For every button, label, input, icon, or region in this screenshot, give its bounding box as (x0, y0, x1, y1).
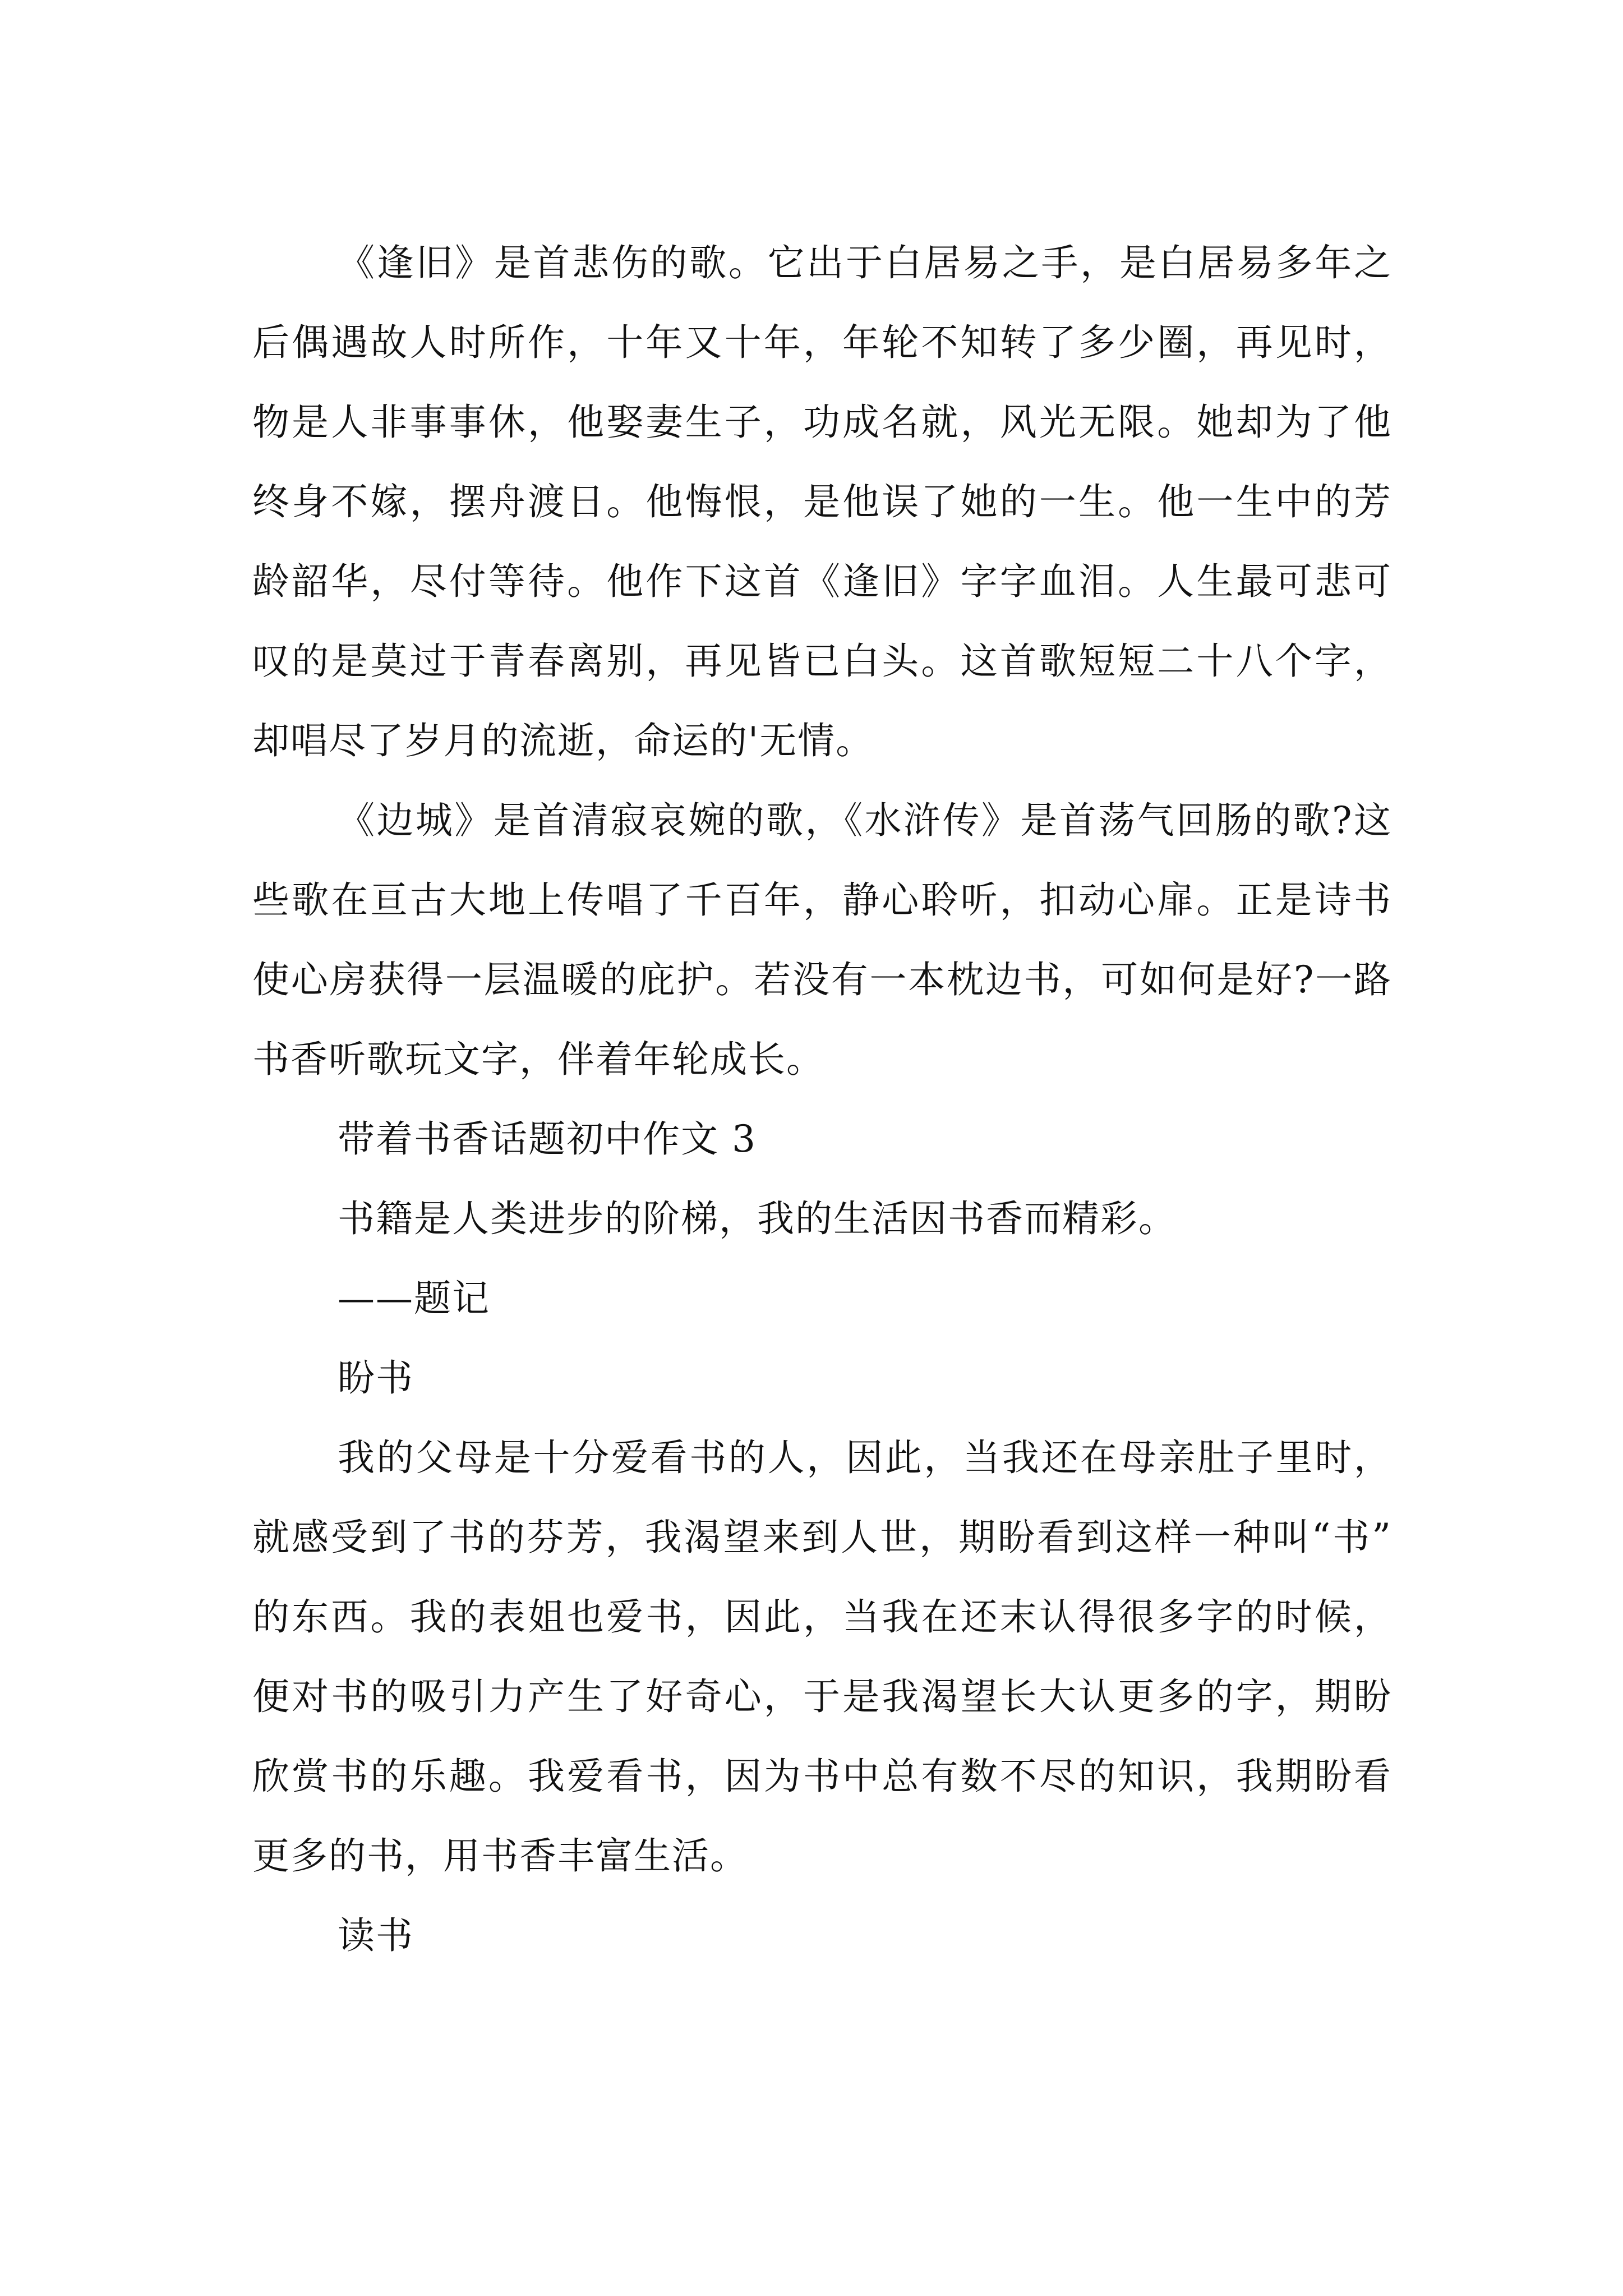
essay-body (252, 223, 1392, 1976)
epigraph: 书籍是人类进步的阶梯，我的生活因书香而精彩。 (338, 1197, 1177, 1240)
epigraph-attribution: ——题记 (338, 1277, 490, 1320)
essay-title: 带着书香话题初中作文 3 (338, 1117, 757, 1161)
paragraph-biancheng: 《边城》是首清寂哀婉的歌，《水浒传》是首荡气回肠的歌?这些歌在亘古大地上传唱了千百年，静心聆听，扣动心扉。正是诗书使心房获得一层温暖的庇护。若没有一本枕边书，可如何是好?一路书香听歌玩文字，伴着年轮成长。 (252, 799, 1392, 1081)
section-heading-panshu: 盼书 (338, 1356, 414, 1400)
paragraph-fengjiu: 《逢旧》是首悲伤的歌。它出于白居易之手，是白居易多年之后偶遇故人时所作，十年又十年，年轮不知转了多少圈，再见时，物是人非事事休，他娶妻生子，功成名就，风光无限。她却为了他终身不嫁，摆舟渡日。他悔恨，是他误了她的一生。他一生中的芳龄韶华，尽付等待。他作下这首《逢旧》字字血泪。人生最可悲可叹的是莫过于青春离别，再见皆已白头。这首歌短短二十八个字，却唱尽了岁月的流逝，命运的'无情。 (252, 241, 1392, 762)
section-heading-dushu: 读书 (338, 1914, 414, 1957)
paragraph-panshu: 我的父母是十分爱看书的人，因此，当我还在母亲肚子里时，就感受到了书的芬芳，我渴望来到人世，期盼看到这样一种叫“书”的东西。我的表姐也爱书，因此，当我在还末认得很多字的时候，便对书的吸引力产生了好奇心，于是我渴望长大认更多的字，期盼欣赏书的乐趣。我爱看书，因为书中总有数不尽的知识，我期盼看更多的书，用书香丰富生活。 (252, 1436, 1392, 1878)
